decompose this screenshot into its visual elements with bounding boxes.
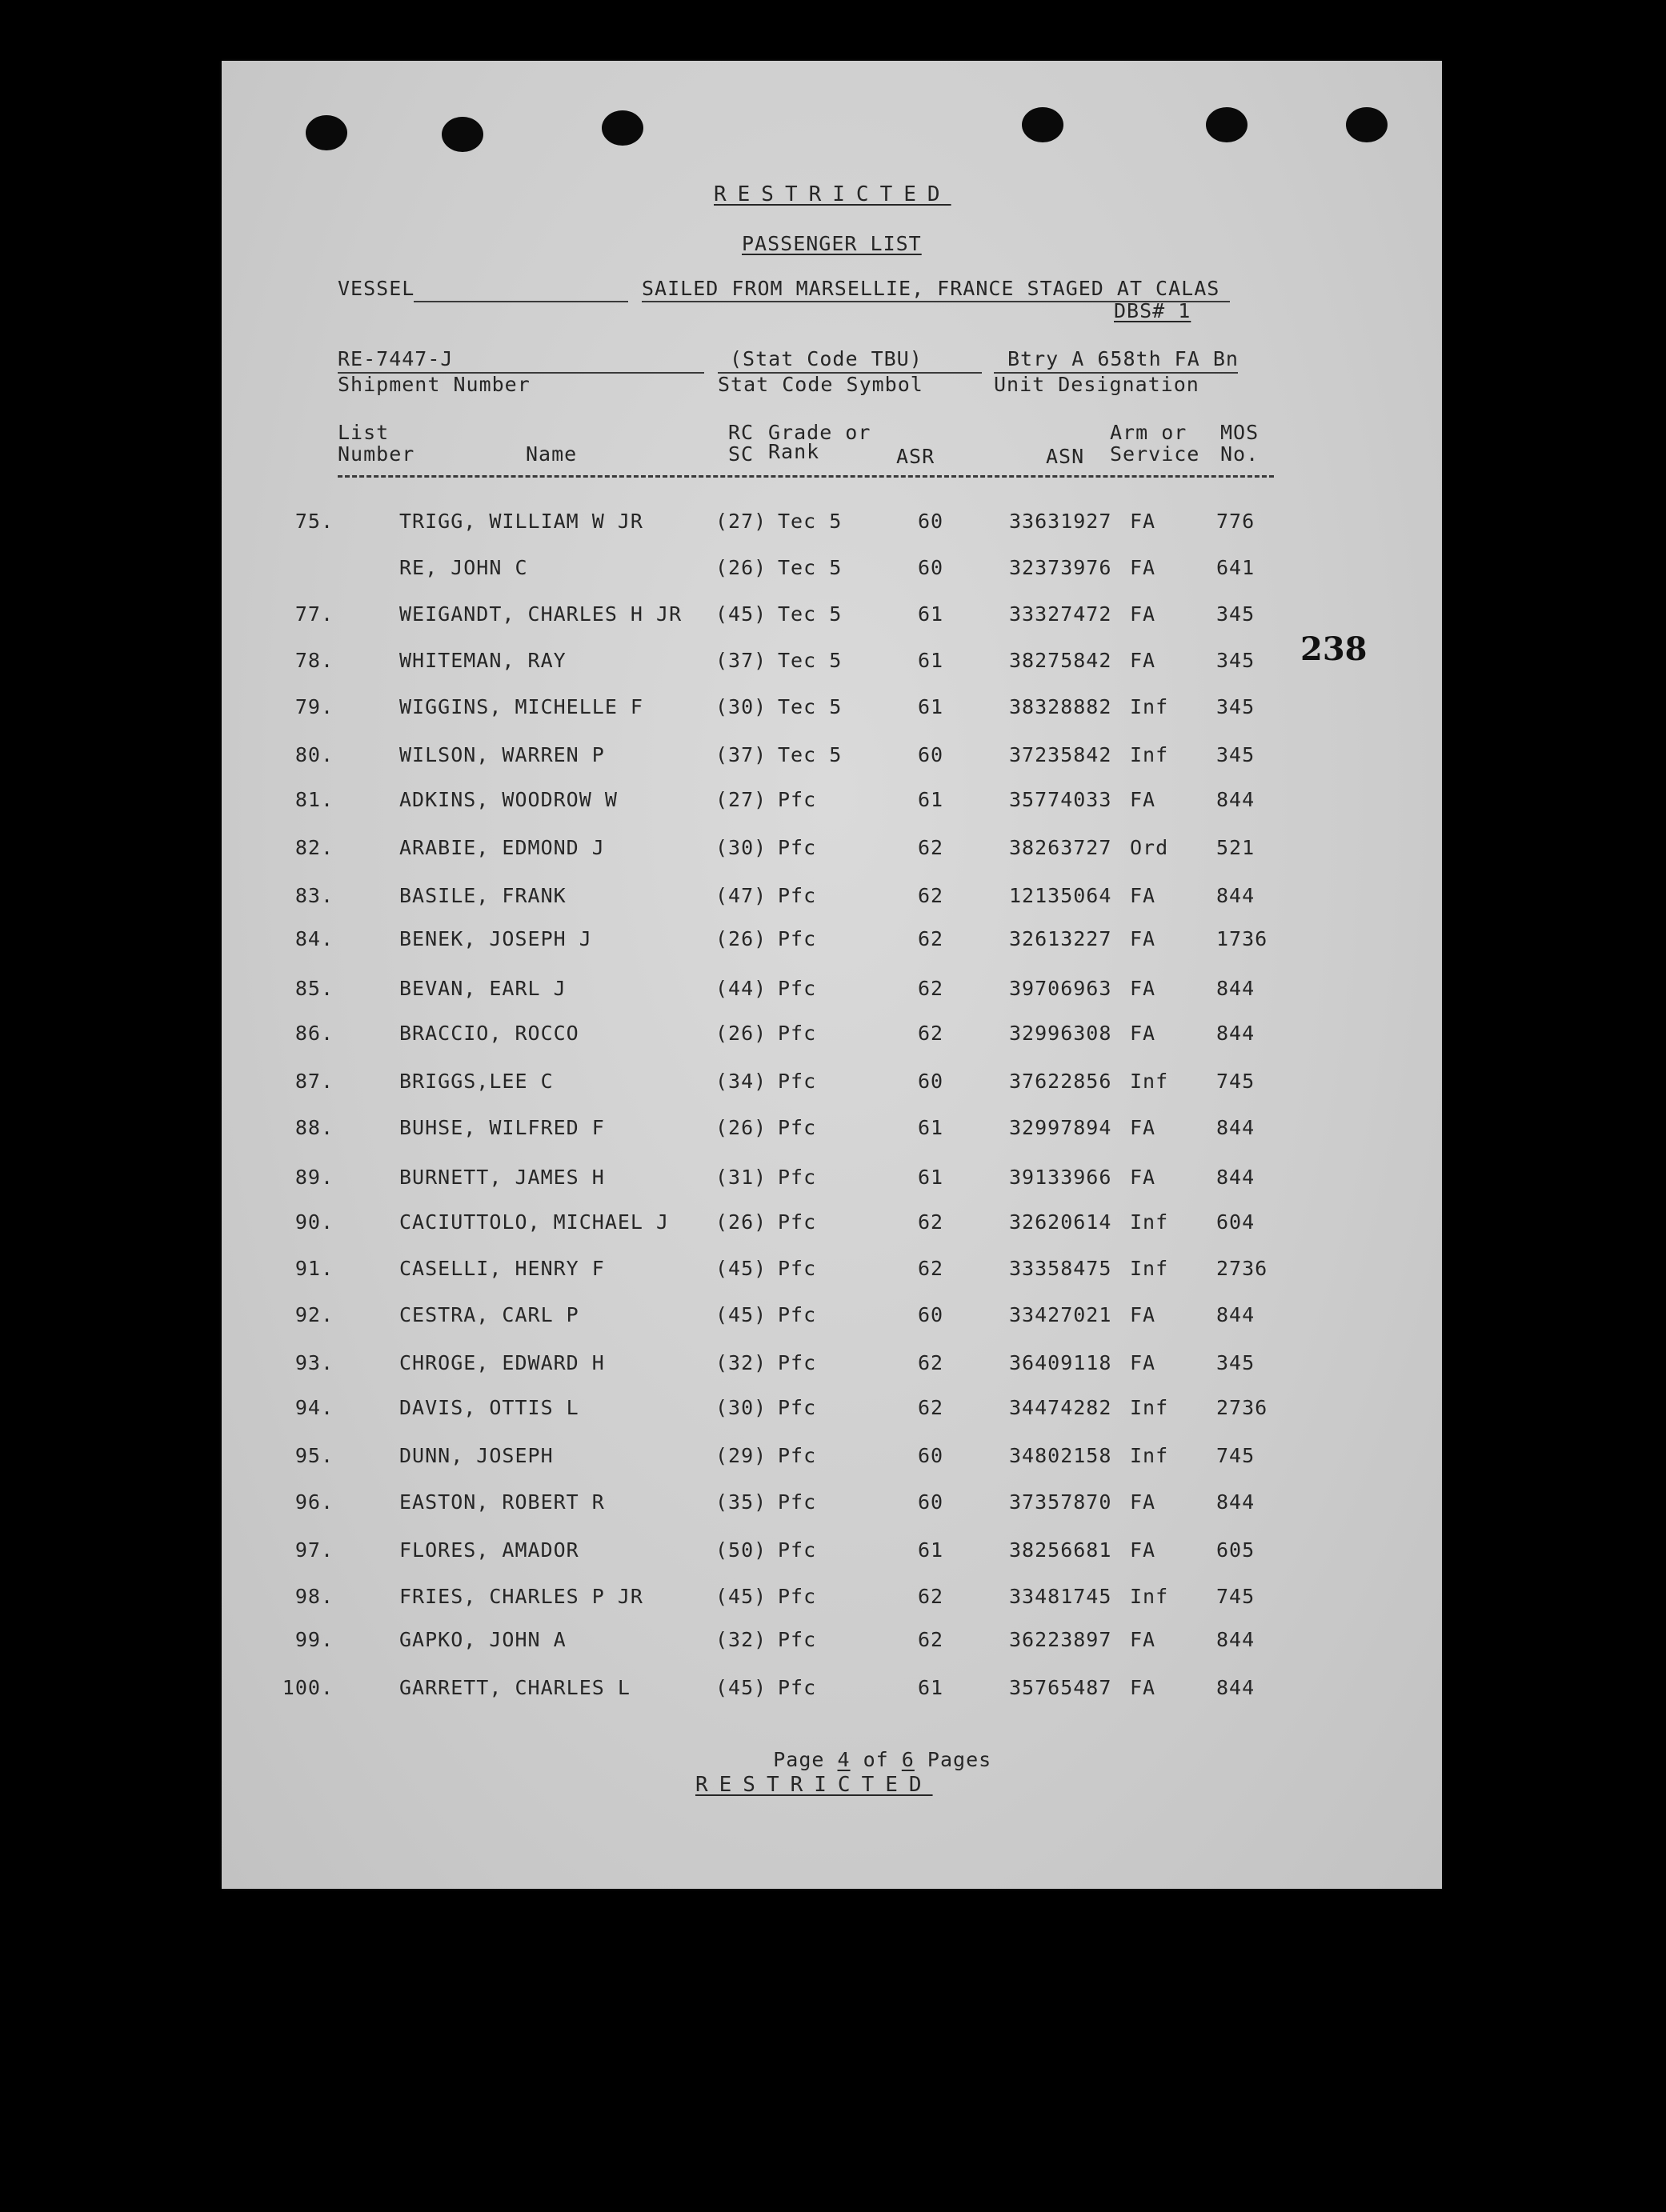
page-total: 6 <box>901 1748 915 1771</box>
cell-grade: Pfc <box>778 1396 817 1419</box>
unit-designation: Btry A 658th FA Bn <box>1007 347 1239 370</box>
cell-name: ARABIE, EDMOND J <box>399 836 605 859</box>
cell-num: 79. <box>294 695 334 718</box>
cell-asr: 62 <box>918 1396 944 1419</box>
table-row <box>222 1166 1442 1198</box>
header-divider <box>338 475 1274 478</box>
cell-rc: (45) <box>715 1676 767 1699</box>
cell-mos: 844 <box>1216 884 1256 907</box>
cell-rc: (31) <box>715 1166 767 1189</box>
cell-arm: FA <box>1130 1490 1156 1514</box>
cell-arm: Inf <box>1130 695 1169 718</box>
cell-asr: 60 <box>918 1303 944 1326</box>
cell-grade: Tec 5 <box>778 743 843 766</box>
cell-grade: Pfc <box>778 1538 817 1562</box>
cell-name: FRIES, CHARLES P JR <box>399 1585 643 1608</box>
cell-num: 99. <box>294 1628 334 1651</box>
cell-mos: 521 <box>1216 836 1256 859</box>
cell-asn: 35765487 <box>1009 1676 1112 1699</box>
punch-hole <box>602 110 643 146</box>
cell-asn: 34802158 <box>1009 1444 1112 1467</box>
table-row <box>222 836 1442 868</box>
cell-arm: Inf <box>1130 1257 1169 1280</box>
cell-name: GARRETT, CHARLES L <box>399 1676 631 1699</box>
restricted-bottom: RESTRICTED <box>695 1773 933 1797</box>
cell-name: BEVAN, EARL J <box>399 977 567 1000</box>
cell-asn: 38328882 <box>1009 695 1112 718</box>
cell-name: CESTRA, CARL P <box>399 1303 579 1326</box>
cell-asr: 62 <box>918 836 944 859</box>
cell-mos: 641 <box>1216 556 1256 579</box>
table-row <box>222 977 1442 1009</box>
punch-hole <box>306 115 347 150</box>
cell-mos: 844 <box>1216 1303 1256 1326</box>
cell-name: BENEK, JOSEPH J <box>399 927 592 950</box>
table-row <box>222 1490 1442 1522</box>
cell-grade: Pfc <box>778 927 817 950</box>
cell-asr: 62 <box>918 1210 944 1234</box>
punch-hole <box>1022 107 1063 142</box>
cell-num: 91. <box>294 1257 334 1280</box>
cell-arm: FA <box>1130 927 1156 950</box>
table-row <box>222 1210 1442 1242</box>
punch-hole <box>1206 107 1247 142</box>
table-row <box>222 1257 1442 1289</box>
cell-mos: 844 <box>1216 1628 1256 1651</box>
stamp-number: 238 <box>1300 630 1368 668</box>
cell-rc: (45) <box>715 1303 767 1326</box>
cell-num: 88. <box>294 1116 334 1139</box>
cell-rc: (35) <box>715 1490 767 1514</box>
cell-mos: 345 <box>1216 695 1256 718</box>
cell-asr: 62 <box>918 1257 944 1280</box>
cell-num: 78. <box>294 649 334 672</box>
cell-grade: Pfc <box>778 1351 817 1374</box>
table-row <box>222 1628 1442 1660</box>
cell-rc: (26) <box>715 556 767 579</box>
cell-asr: 62 <box>918 884 944 907</box>
cell-num: 100. <box>282 1676 334 1699</box>
cell-arm: FA <box>1130 1303 1156 1326</box>
cell-mos: 345 <box>1216 743 1256 766</box>
col-arm-1: Arm or <box>1110 421 1187 444</box>
cell-grade: Pfc <box>778 1022 817 1045</box>
cell-asn: 38275842 <box>1009 649 1112 672</box>
cell-asn: 37235842 <box>1009 743 1112 766</box>
cell-asn: 32620614 <box>1009 1210 1112 1234</box>
cell-asn: 39706963 <box>1009 977 1112 1000</box>
stat-code-label: Stat Code Symbol <box>718 373 923 396</box>
cell-name: BRACCIO, ROCCO <box>399 1022 579 1045</box>
table-row <box>222 927 1442 959</box>
cell-name: BASILE, FRANK <box>399 884 567 907</box>
table-row <box>222 884 1442 916</box>
cell-name: EASTON, ROBERT R <box>399 1490 605 1514</box>
cell-rc: (50) <box>715 1538 767 1562</box>
shipment-number: RE-7447-J <box>338 347 454 370</box>
cell-asn: 32997894 <box>1009 1116 1112 1139</box>
cell-asr: 62 <box>918 1628 944 1651</box>
cell-asr: 62 <box>918 977 944 1000</box>
cell-rc: (47) <box>715 884 767 907</box>
cell-name: BRIGGS,LEE C <box>399 1070 554 1093</box>
cell-grade: Tec 5 <box>778 695 843 718</box>
cell-asr: 61 <box>918 1166 944 1189</box>
cell-asr: 62 <box>918 927 944 950</box>
cell-asn: 38263727 <box>1009 836 1112 859</box>
cell-num: 95. <box>294 1444 334 1467</box>
cell-grade: Tec 5 <box>778 602 843 626</box>
cell-asn: 33358475 <box>1009 1257 1112 1280</box>
cell-asn: 38256681 <box>1009 1538 1112 1562</box>
cell-grade: Pfc <box>778 1070 817 1093</box>
page-suffix: Pages <box>927 1748 992 1771</box>
table-row <box>222 556 1442 588</box>
cell-rc: (45) <box>715 602 767 626</box>
cell-asn: 33427021 <box>1009 1303 1112 1326</box>
cell-arm: Inf <box>1130 1444 1169 1467</box>
cell-grade: Tec 5 <box>778 510 843 533</box>
cell-asr: 60 <box>918 556 944 579</box>
cell-rc: (30) <box>715 836 767 859</box>
cell-name: WEIGANDT, CHARLES H JR <box>399 602 683 626</box>
cell-asr: 62 <box>918 1351 944 1374</box>
cell-name: TRIGG, WILLIAM W JR <box>399 510 643 533</box>
table-row <box>222 1396 1442 1428</box>
cell-asn: 37357870 <box>1009 1490 1112 1514</box>
cell-name: GAPKO, JOHN A <box>399 1628 567 1651</box>
cell-num: 75. <box>294 510 334 533</box>
cell-asn: 34474282 <box>1009 1396 1112 1419</box>
cell-num: 97. <box>294 1538 334 1562</box>
cell-num: 93. <box>294 1351 334 1374</box>
cell-num: 81. <box>294 788 334 811</box>
cell-mos: 776 <box>1216 510 1256 533</box>
cell-num: 90. <box>294 1210 334 1234</box>
page-number: 4 <box>837 1748 851 1771</box>
cell-rc: (37) <box>715 649 767 672</box>
col-asr: ASR <box>896 445 935 468</box>
cell-num: 94. <box>294 1396 334 1419</box>
cell-rc: (44) <box>715 977 767 1000</box>
cell-mos: 605 <box>1216 1538 1256 1562</box>
cell-arm: Ord <box>1130 836 1169 859</box>
table-row <box>222 510 1442 542</box>
cell-grade: Pfc <box>778 1257 817 1280</box>
cell-mos: 345 <box>1216 649 1256 672</box>
unit-label: Unit Designation <box>994 373 1199 396</box>
cell-num: 92. <box>294 1303 334 1326</box>
cell-num: 87. <box>294 1070 334 1093</box>
table-row <box>222 743 1442 775</box>
cell-num: 98. <box>294 1585 334 1608</box>
cell-mos: 844 <box>1216 1022 1256 1045</box>
cell-rc: (29) <box>715 1444 767 1467</box>
stat-code: (Stat Code TBU) <box>730 347 923 370</box>
cell-rc: (45) <box>715 1585 767 1608</box>
cell-asr: 61 <box>918 695 944 718</box>
cell-asr: 60 <box>918 1490 944 1514</box>
cell-asn: 36409118 <box>1009 1351 1112 1374</box>
cell-arm: Inf <box>1130 1070 1169 1093</box>
cell-arm: FA <box>1130 1166 1156 1189</box>
cell-rc: (30) <box>715 695 767 718</box>
cell-asr: 60 <box>918 510 944 533</box>
cell-asr: 60 <box>918 1444 944 1467</box>
cell-rc: (26) <box>715 1210 767 1234</box>
cell-mos: 745 <box>1216 1444 1256 1467</box>
col-mos-1: MOS <box>1220 421 1260 444</box>
cell-arm: FA <box>1130 788 1156 811</box>
cell-asn: 32996308 <box>1009 1022 1112 1045</box>
cell-num: 86. <box>294 1022 334 1045</box>
cell-mos: 844 <box>1216 788 1256 811</box>
cell-rc: (26) <box>715 1116 767 1139</box>
cell-asr: 61 <box>918 1116 944 1139</box>
punch-hole <box>1346 107 1388 142</box>
cell-arm: FA <box>1130 510 1156 533</box>
cell-grade: Pfc <box>778 1116 817 1139</box>
cell-grade: Pfc <box>778 1628 817 1651</box>
col-list-number-1: List <box>338 421 390 444</box>
cell-grade: Pfc <box>778 1210 817 1234</box>
cell-grade: Pfc <box>778 1166 817 1189</box>
cell-asn: 39133966 <box>1009 1166 1112 1189</box>
cell-arm: FA <box>1130 602 1156 626</box>
cell-rc: (26) <box>715 927 767 950</box>
cell-name: DAVIS, OTTIS L <box>399 1396 579 1419</box>
col-list-number-2: Number <box>338 442 415 466</box>
cell-num: 83. <box>294 884 334 907</box>
cell-name: WHITEMAN, RAY <box>399 649 567 672</box>
cell-mos: 745 <box>1216 1585 1256 1608</box>
table-row <box>222 1022 1442 1054</box>
cell-grade: Pfc <box>778 1676 817 1699</box>
cell-asn: 35774033 <box>1009 788 1112 811</box>
cell-arm: Inf <box>1130 743 1169 766</box>
table-row <box>222 1538 1442 1570</box>
table-row <box>222 1444 1442 1476</box>
col-grade-2: Rank <box>768 440 820 463</box>
cell-asr: 60 <box>918 1070 944 1093</box>
cell-mos: 1736 <box>1216 927 1268 950</box>
cell-num: 96. <box>294 1490 334 1514</box>
table-row <box>222 1070 1442 1102</box>
cell-name: CHROGE, EDWARD H <box>399 1351 605 1374</box>
cell-mos: 604 <box>1216 1210 1256 1234</box>
sailed-from: SAILED FROM MARSELLIE, FRANCE STAGED AT CALAS <box>642 277 1220 300</box>
cell-asr: 61 <box>918 1676 944 1699</box>
vessel-label: VESSEL <box>338 277 415 300</box>
cell-rc: (34) <box>715 1070 767 1093</box>
cell-num: 77. <box>294 602 334 626</box>
cell-asn: 33631927 <box>1009 510 1112 533</box>
cell-num: 85. <box>294 977 334 1000</box>
cell-num: 89. <box>294 1166 334 1189</box>
cell-grade: Pfc <box>778 1585 817 1608</box>
cell-asr: 61 <box>918 602 944 626</box>
cell-grade: Pfc <box>778 977 817 1000</box>
cell-mos: 844 <box>1216 1676 1256 1699</box>
col-mos-2: No. <box>1220 442 1260 466</box>
table-row <box>222 602 1442 634</box>
cell-name: CACIUTTOLO, MICHAEL J <box>399 1210 670 1234</box>
cell-grade: Pfc <box>778 1444 817 1467</box>
cell-mos: 844 <box>1216 977 1256 1000</box>
cell-mos: 2736 <box>1216 1396 1268 1419</box>
vessel-line <box>414 301 628 302</box>
cell-num: 80. <box>294 743 334 766</box>
cell-arm: FA <box>1130 1538 1156 1562</box>
cell-grade: Pfc <box>778 884 817 907</box>
cell-rc: (37) <box>715 743 767 766</box>
restricted-top: RESTRICTED <box>714 182 951 206</box>
col-grade-1: Grade or <box>768 421 871 444</box>
cell-rc: (32) <box>715 1351 767 1374</box>
cell-rc: (27) <box>715 788 767 811</box>
cell-arm: FA <box>1130 1116 1156 1139</box>
cell-rc: (30) <box>715 1396 767 1419</box>
page-of: of <box>863 1748 889 1771</box>
cell-asn: 33327472 <box>1009 602 1112 626</box>
table-row <box>222 1116 1442 1148</box>
table-row <box>222 1585 1442 1617</box>
col-name: Name <box>526 442 578 466</box>
cell-asr: 60 <box>918 743 944 766</box>
table-row <box>222 649 1442 681</box>
cell-grade: Pfc <box>778 1490 817 1514</box>
cell-name: FLORES, AMADOR <box>399 1538 579 1562</box>
cell-mos: 345 <box>1216 1351 1256 1374</box>
cell-num: 82. <box>294 836 334 859</box>
cell-grade: Pfc <box>778 788 817 811</box>
cell-name: RE, JOHN C <box>399 556 528 579</box>
cell-name: DUNN, JOSEPH <box>399 1444 554 1467</box>
cell-arm: FA <box>1130 649 1156 672</box>
cell-grade: Pfc <box>778 836 817 859</box>
cell-rc: (45) <box>715 1257 767 1280</box>
list-title: PASSENGER LIST <box>742 232 922 255</box>
cell-name: WILSON, WARREN P <box>399 743 605 766</box>
cell-asr: 61 <box>918 649 944 672</box>
cell-asr: 62 <box>918 1022 944 1045</box>
dbs-number: DBS# 1 <box>1114 299 1191 322</box>
cell-name: ADKINS, WOODROW W <box>399 788 618 811</box>
cell-mos: 844 <box>1216 1166 1256 1189</box>
page-prefix: Page <box>773 1748 825 1771</box>
table-row <box>222 695 1442 727</box>
cell-mos: 844 <box>1216 1116 1256 1139</box>
cell-rc: (32) <box>715 1628 767 1651</box>
cell-asn: 33481745 <box>1009 1585 1112 1608</box>
cell-num: 84. <box>294 927 334 950</box>
cell-arm: FA <box>1130 556 1156 579</box>
cell-mos: 345 <box>1216 602 1256 626</box>
punch-hole <box>442 117 483 152</box>
cell-asn: 36223897 <box>1009 1628 1112 1651</box>
cell-asn: 37622856 <box>1009 1070 1112 1093</box>
cell-asn: 32613227 <box>1009 927 1112 950</box>
cell-name: BURNETT, JAMES H <box>399 1166 605 1189</box>
cell-arm: Inf <box>1130 1585 1169 1608</box>
cell-arm: FA <box>1130 1022 1156 1045</box>
table-row <box>222 1351 1442 1383</box>
cell-arm: FA <box>1130 1351 1156 1374</box>
cell-grade: Tec 5 <box>778 649 843 672</box>
cell-arm: FA <box>1130 884 1156 907</box>
cell-grade: Pfc <box>778 1303 817 1326</box>
cell-arm: FA <box>1130 1628 1156 1651</box>
table-row <box>222 1676 1442 1708</box>
cell-mos: 844 <box>1216 1490 1256 1514</box>
cell-asr: 61 <box>918 788 944 811</box>
cell-name: BUHSE, WILFRED F <box>399 1116 605 1139</box>
cell-name: CASELLI, HENRY F <box>399 1257 605 1280</box>
cell-asn: 32373976 <box>1009 556 1112 579</box>
cell-arm: FA <box>1130 977 1156 1000</box>
table-row <box>222 788 1442 820</box>
cell-arm: Inf <box>1130 1210 1169 1234</box>
shipment-label: Shipment Number <box>338 373 531 396</box>
cell-asr: 62 <box>918 1585 944 1608</box>
cell-rc: (27) <box>715 510 767 533</box>
cell-arm: Inf <box>1130 1396 1169 1419</box>
col-arm-2: Service <box>1110 442 1200 466</box>
cell-rc: (26) <box>715 1022 767 1045</box>
cell-grade: Tec 5 <box>778 556 843 579</box>
cell-mos: 745 <box>1216 1070 1256 1093</box>
col-rc-1: RC <box>728 421 755 444</box>
col-rc-2: SC <box>728 442 755 466</box>
cell-asr: 61 <box>918 1538 944 1562</box>
cell-asn: 12135064 <box>1009 884 1112 907</box>
col-asn: ASN <box>1046 445 1085 468</box>
table-row <box>222 1303 1442 1335</box>
document-page <box>222 61 1442 1889</box>
cell-name: WIGGINS, MICHELLE F <box>399 695 643 718</box>
cell-mos: 2736 <box>1216 1257 1268 1280</box>
cell-arm: FA <box>1130 1676 1156 1699</box>
